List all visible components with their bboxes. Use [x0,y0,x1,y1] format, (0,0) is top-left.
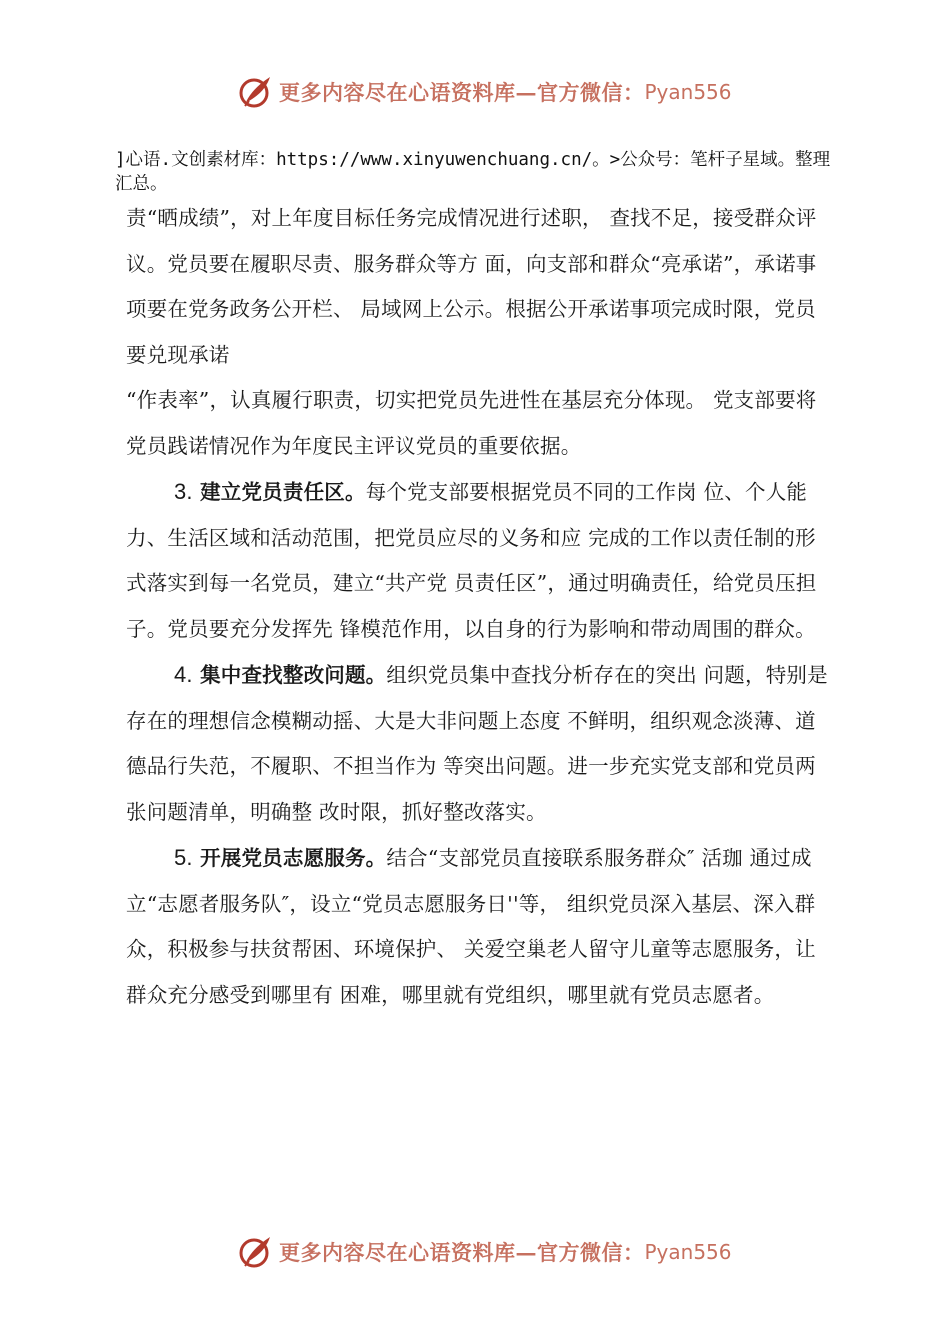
section-3-number: 3. [174,479,193,504]
section-4-text: 组织党员集中查找分析存在的突出 问题，特别是存在的理想信念模糊动摇、大是大非问题上态度 不鲜明，组织观念淡薄、道德品行失范，不履职、不担当作为 等突出问题。进一步充实党支部和党员两张问题清单，明确整 改时限，抓好整改落实。 [126,663,828,824]
banner-wechat-id: Pyan556 [644,80,732,104]
section-4 [126,652,836,835]
quill-logo-icon [237,1234,273,1270]
source-line: ]心语.文创素材库：https://www.xinyuwenchuang.cn/。>公众号：笔杆子星域。整理汇总。 [115,150,831,194]
section-3 [126,469,836,652]
section-5-heading: 开展党员志愿服务。 [192,846,387,870]
paragraph-2: “作表率”，认真履行职责，切实把党员先进性在基层充分体现。 党支部要将党员践诺情况作为年度民主评议党员的重要依据。 [126,388,817,458]
footer-banner-title: 更多内容尽在心语资料库—官方微信： [279,1240,645,1265]
footer-banner-wechat-id: Pyan556 [644,1240,732,1264]
section-5-text: 结合“支部党员直接联系服务群众″ 活珈 通过成立“志愿者服务队″，设立“党员志愿服务日''等， 组织党员深入基层、深入群众，积极参与扶贫帮困、环境保护、 关爱空巢老人留守儿童等志愿服务，让群众充分感受到哪里有 困难，哪里就有党组织，哪里就有党员志愿者。 [126,846,816,1007]
paragraph-1: 责“晒成绩”，对上年度目标任务完成情况进行述职， 查找不足，接受群众评议。党员要在履职尽责、服务群众等方 面，向支部和群众“亮承诺”，承诺事项要在党务政务公开栏、 局域网上公示。根据公开承诺事项完成时限，党员要兑现承诺 [126,206,817,367]
footer-banner [0,1230,950,1274]
section-5 [126,835,836,1018]
quill-logo-icon [237,74,273,110]
section-4-heading: 集中查找整改问题。 [192,663,387,687]
section-5-number: 5. [174,845,193,870]
section-3-heading: 建立党员责任区。 [192,480,366,504]
document-body [126,196,836,1018]
header-banner [0,70,950,114]
section-4-number: 4. [174,662,193,687]
section-3-text: 每个党支部要根据党员不同的工作岗 位、个人能力、生活区域和活动范围，把党员应尽的义务和应 完成的工作以责任制的形式落实到每一名党员，建立“共产党 员责任区”，通过明确责任，给党员压担子。党员要充分发挥先 锋模范作用，以自身的行为影响和带动周围的群众。 [126,480,817,641]
banner-title: 更多内容尽在心语资料库—官方微信： [279,80,645,105]
